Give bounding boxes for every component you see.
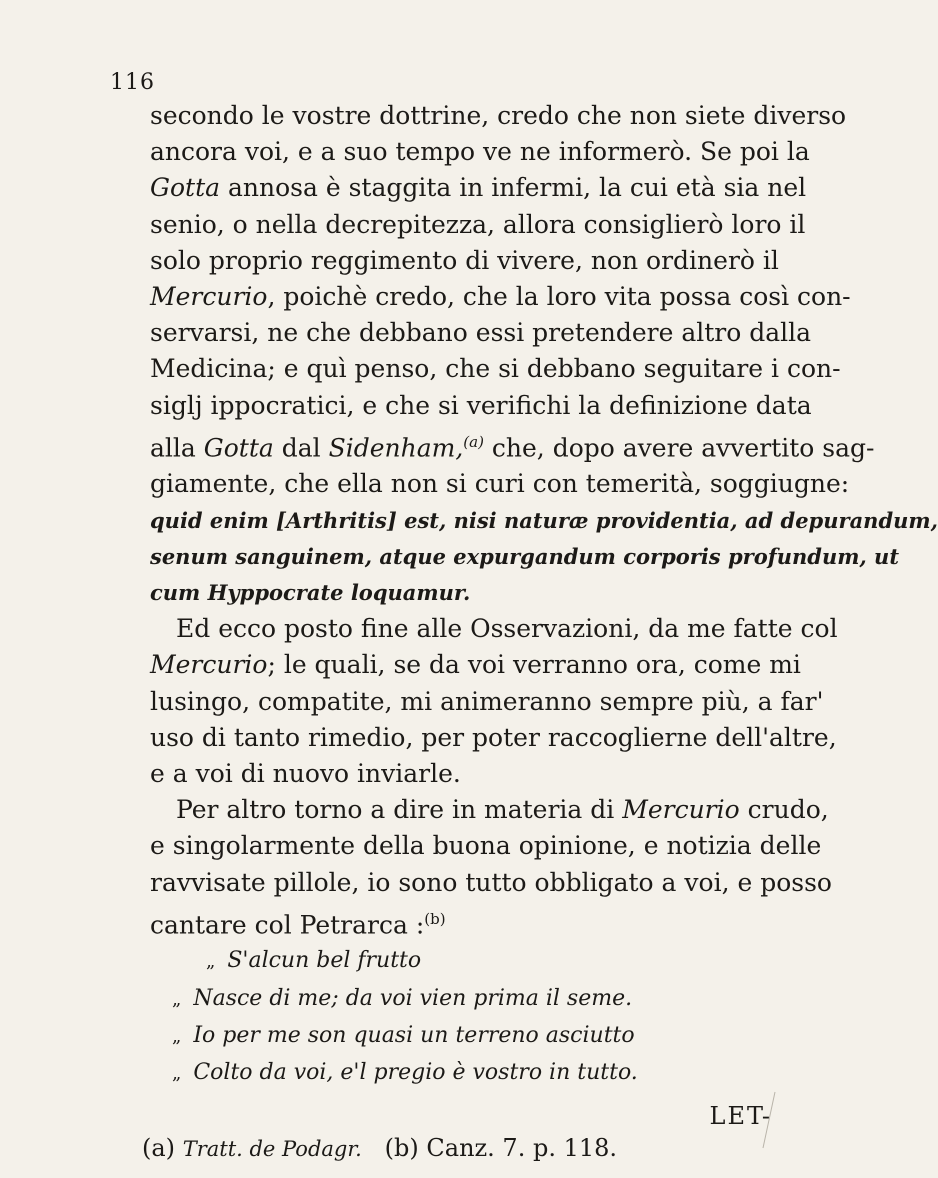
text-line: giamente, che ella non si curi con temerità, soggiugne: [150, 469, 850, 499]
text-line: ancora voi, e a suo tempo ve ne informerò. Se poi la [150, 137, 810, 167]
term-gotta: Gotta [150, 173, 221, 203]
text-line: ravvisate pillole, io sono tutto obbligato a voi, e posso [150, 867, 832, 897]
text-line [150, 901, 730, 944]
text-fragment: crudo, [747, 795, 829, 825]
text-line: e a voi di nuovo inviarle. [150, 758, 461, 788]
verse-quote-mark: „ [172, 1025, 182, 1047]
text-line [150, 792, 829, 828]
footnote-a-label: (a) [142, 1134, 176, 1162]
footnote-ref-a[interactable]: (a) [463, 432, 484, 451]
text-fragment: alla [150, 433, 196, 463]
paper-crease-mark [745, 1090, 785, 1150]
paragraph-2 [150, 611, 838, 792]
page-number: 116 [110, 70, 155, 95]
verse-line [150, 1018, 730, 1055]
verse-text: S'alcun bel frutto [227, 948, 422, 974]
text-line: secondo le vostre dottrine, credo che non siete diverso [150, 101, 847, 130]
footnote-ref-b[interactable]: (b) [424, 909, 446, 928]
text-fragment: Per altro torno a dire in materia di [176, 795, 615, 825]
footnote-b-label: (b) [384, 1134, 419, 1162]
verse-line [150, 943, 730, 980]
verse-quote-mark: „ [172, 1062, 182, 1084]
verse-line [150, 1055, 730, 1092]
footnote-a-text: Tratt. de Podagr. [182, 1137, 362, 1161]
text-line [150, 424, 875, 467]
verse-quote [150, 943, 730, 1092]
verse-text: Nasce di me; da voi vien prima il seme. [193, 985, 633, 1011]
text-line: solo proprio reggimento di vivere, non ordinerò il [150, 245, 779, 275]
text-fragment: che, dopo avere avvertito sag- [491, 433, 875, 463]
text-line: senio, o nella decrepitezza, allora consiglierò loro il [150, 209, 806, 239]
text-line: e singolarmente della buona opinione, e notizia delle [150, 831, 822, 861]
text-fragment: dal [281, 433, 321, 463]
term-sidenham: Sidenham, [328, 433, 464, 463]
text-line: Medicina; e quì penso, che si debbano seguitare i con- [150, 354, 841, 384]
catchword: LET- [709, 1102, 772, 1130]
term-mercurio: Mercurio [150, 282, 268, 312]
text-line [150, 170, 807, 206]
text-line [150, 279, 851, 315]
text-line: lusingo, compatite, mi animeranno sempre più, a far' [150, 686, 824, 716]
text-line: servarsi, ne che debbano essi pretendere altro dalla [150, 318, 812, 348]
verse-quote-mark: „ [172, 988, 182, 1010]
latin-quote-line: quid enim [Arthritis] est, nisi naturæ providentia, ad depurandum, [150, 507, 938, 533]
text-fragment: annosa è staggita in infermi, la cui età sia nel [227, 173, 807, 203]
term-mercurio: Mercurio [150, 650, 268, 680]
text-line: uso di tanto rimedio, per poter raccoglierne dell'altre, [150, 722, 837, 752]
text-line: siglj ippocratici, e che si verifichi la definizione data [150, 390, 812, 420]
verse-line [150, 981, 730, 1018]
verse-text: Colto da voi, e'l pregio è vostro in tutto. [193, 1059, 638, 1085]
text-line [150, 647, 801, 683]
term-mercurio: Mercurio [622, 795, 740, 825]
verse-text: Io per me son quasi un terreno asciutto [193, 1022, 635, 1048]
verse-quote-mark: „ [206, 951, 216, 973]
text-fragment: , poichè credo, che la loro vita possa così con- [267, 282, 851, 312]
latin-quote-line: cum Hyppocrate loquamur. [150, 579, 471, 605]
latin-quote-line: senum sanguinem, atque expurgandum corporis profundum, ut [150, 543, 900, 569]
text-fragment: ; le quali, se da voi verranno ora, come mi [267, 650, 801, 680]
footnote-b-text: Canz. 7. p. 118. [426, 1134, 618, 1162]
footnotes [142, 1134, 617, 1162]
body-text [150, 98, 938, 1092]
term-gotta: Gotta [203, 433, 274, 463]
text-line: Ed ecco posto fine alle Osservazioni, da me fatte col [176, 614, 838, 644]
paragraph-3 [150, 792, 832, 943]
text-fragment: cantare col Petrarca : [150, 910, 425, 940]
paragraph-1 [150, 98, 938, 611]
